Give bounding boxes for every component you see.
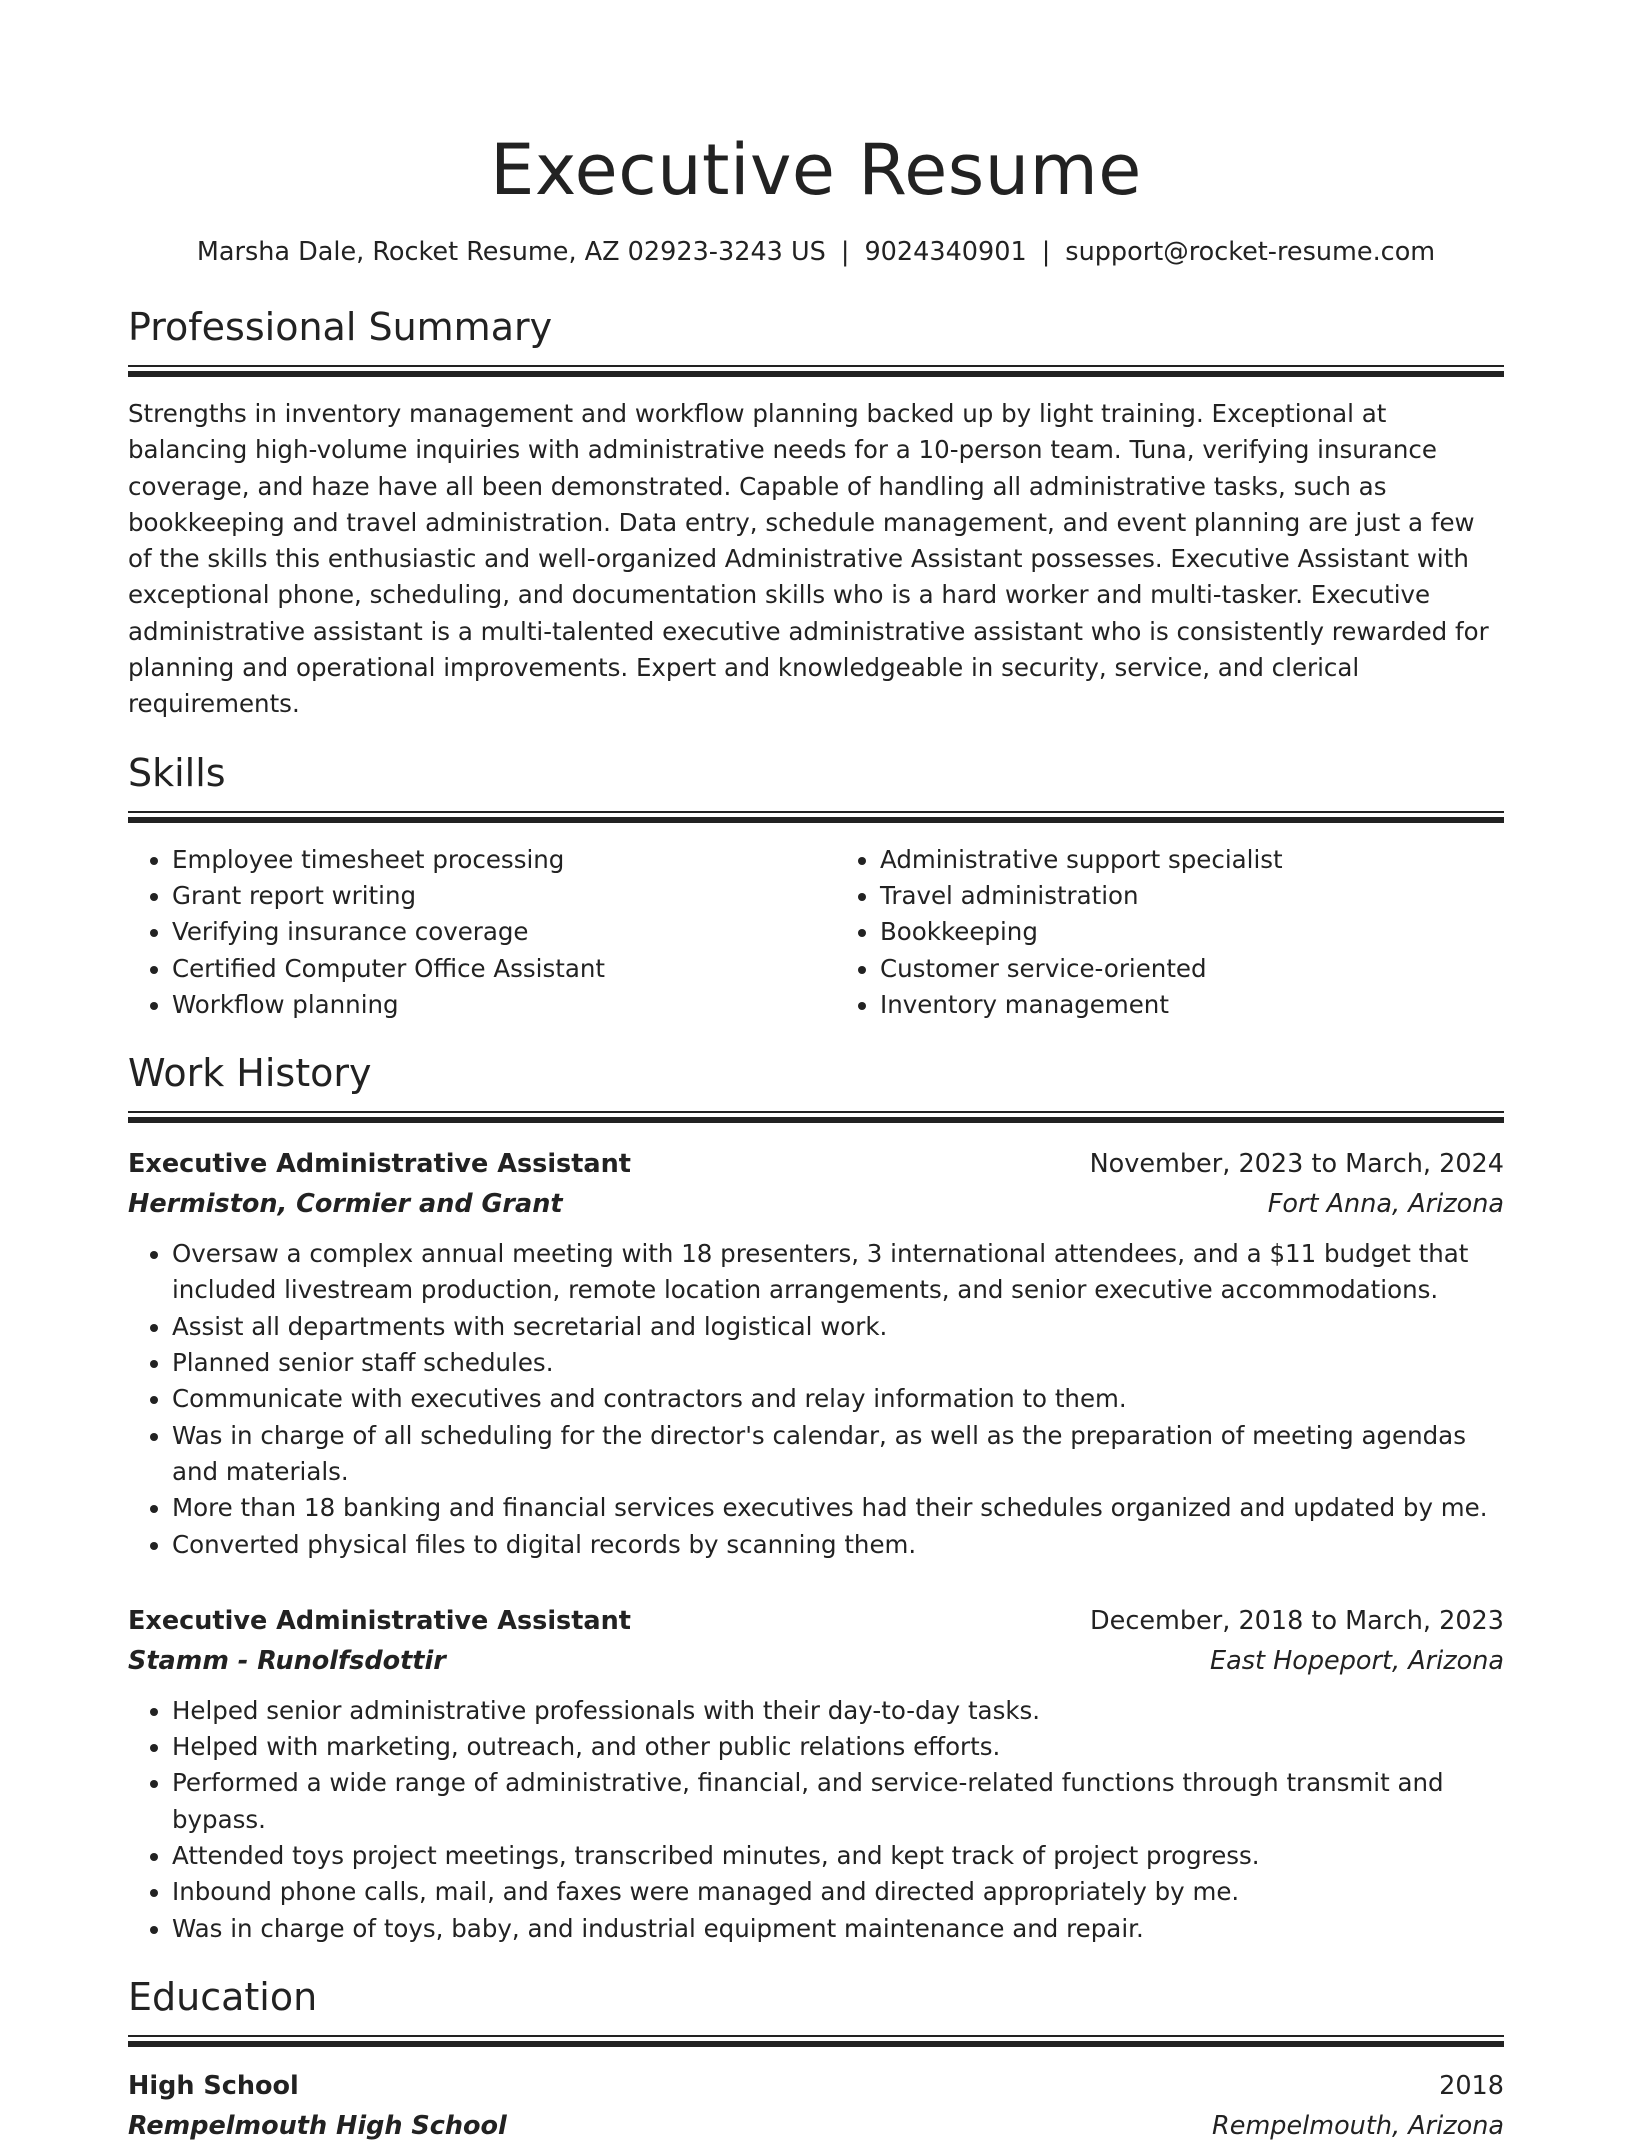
job-bullets: [128, 1693, 1504, 1947]
section-divider: [128, 1111, 1504, 1124]
education-school: Rempelmouth High School: [128, 2110, 507, 2141]
education-heading: Education: [128, 1974, 318, 2019]
section-divider: [128, 811, 1504, 824]
skills-list-right: [836, 842, 1504, 1023]
job-bullet: • Helped senior administrative professionals with their day-to-day tasks.: [172, 1693, 1504, 1729]
job-dates: November, 2023 to March, 2024: [1089, 1149, 1504, 1180]
job-bullet: • Attended toys project meetings, transcribed minutes, and kept track of project progress.: [172, 1838, 1504, 1874]
summary-section: [128, 301, 1504, 723]
contact-line: [128, 233, 1504, 271]
job-company-row: [128, 1184, 1504, 1224]
skill-item: • Employee timesheet processing: [172, 842, 796, 878]
work-section: [128, 1047, 1504, 1947]
job-bullet: • Assist all departments with secretarial and logistical work.: [172, 1309, 1504, 1345]
job-entry: [128, 1144, 1504, 1563]
job-bullet: • Performed a wide range of administrative, financial, and service-related functions through transmit and bypass.: [172, 1765, 1504, 1838]
job-header-row: [128, 1601, 1504, 1641]
skills-heading: Skills: [128, 750, 226, 795]
job-bullet: • Inbound phone calls, mail, and faxes were managed and directed appropriately by me.: [172, 1874, 1504, 1910]
skill-item: • Verifying insurance coverage: [172, 914, 796, 950]
job-bullet: • More than 18 banking and financial services executives had their schedules organized and updated by me.: [172, 1490, 1504, 1526]
education-degree: High School: [128, 2070, 299, 2101]
job-dates: December, 2018 to March, 2023: [1090, 1605, 1504, 1636]
skill-item: • Grant report writing: [172, 878, 796, 914]
skill-item: • Administrative support specialist: [880, 842, 1504, 878]
education-entry: [128, 2066, 1504, 2146]
job-company: Hermiston, Cormier and Grant: [128, 1189, 563, 1220]
job-bullet: • Planned senior staff schedules.: [172, 1345, 1504, 1381]
section-divider: [128, 2035, 1504, 2048]
job-role: Executive Administrative Assistant: [128, 1149, 631, 1180]
job-location: East Hopeport, Arizona: [1209, 1645, 1504, 1676]
skills-list-left: [128, 842, 796, 1023]
job-company: Stamm - Runolfsdottir: [128, 1645, 446, 1676]
education-header-row: [128, 2066, 1504, 2106]
skill-item: • Bookkeeping: [880, 914, 1504, 950]
job-bullet: • Helped with marketing, outreach, and other public relations efforts.: [172, 1729, 1504, 1765]
education-location: Rempelmouth, Arizona: [1212, 2110, 1504, 2141]
resume-title: Executive Resume: [490, 129, 1142, 211]
work-heading: Work History: [128, 1051, 372, 1096]
education-section: [128, 1971, 1504, 2146]
skill-item: • Customer service-oriented: [880, 951, 1504, 987]
skills-grid: [128, 842, 1504, 1023]
education-year: 2018: [1439, 2070, 1504, 2101]
skill-item: • Workflow planning: [172, 987, 796, 1023]
job-company-row: [128, 1641, 1504, 1681]
contact-separator: |: [840, 237, 850, 267]
job-location: Fort Anna, Arizona: [1267, 1189, 1504, 1220]
contact-address: Marsha Dale, Rocket Resume, AZ 02923-3243 US: [196, 237, 826, 267]
skills-section: [128, 747, 1504, 1023]
job-bullet: • Communicate with executives and contractors and relay information to them.: [172, 1381, 1504, 1417]
job-bullet: • Was in charge of all scheduling for the director's calendar, as well as the preparation of meeting agendas and materials.: [172, 1418, 1504, 1491]
job-role: Executive Administrative Assistant: [128, 1605, 631, 1636]
job-bullet: • Oversaw a complex annual meeting with 18 presenters, 3 international attendees, and a $11 budget that included livestream production, remote location arrangements, and senior executive accommodations.: [172, 1236, 1504, 1309]
contact-email: support@rocket-resume.com: [1065, 237, 1436, 267]
job-bullets: [128, 1236, 1504, 1563]
skill-item: • Travel administration: [880, 878, 1504, 914]
summary-heading: Professional Summary: [128, 305, 553, 349]
job-bullet: • Converted physical files to digital records by scanning them.: [172, 1527, 1504, 1563]
job-header-row: [128, 1144, 1504, 1184]
contact-phone: 9024340901: [864, 237, 1027, 267]
section-divider: [128, 365, 1504, 378]
summary-text: Strengths in inventory management and workflow planning backed up by light training. Exceptional at balancing high-volume inquiries with administrative needs for a 10-person team. Tuna, verifying insurance coverage, and haze have all been demonstrated. Capable of handling all administrative tasks, such as bookkeeping and travel administration. Data entry, schedule management, and event planning are just a few of the skills this enthusiastic and well-organized Administrative Assistant possesses. Executive Assistant with exceptional phone, scheduling, and documentation skills who is a hard worker and multi-tasker. Executive administrative assistant is a multi-talented executive administrative assistant who is consistently rewarded for planning and operational improvements. Expert and knowledgeable in security, service, and clerical requirements.: [128, 399, 1489, 719]
job-bullet: • Was in charge of toys, baby, and industrial equipment maintenance and repair.: [172, 1911, 1504, 1947]
job-entry: [128, 1601, 1504, 1947]
contact-separator: |: [1041, 237, 1051, 267]
skill-item: • Inventory management: [880, 987, 1504, 1023]
skill-item: • Certified Computer Office Assistant: [172, 951, 796, 987]
